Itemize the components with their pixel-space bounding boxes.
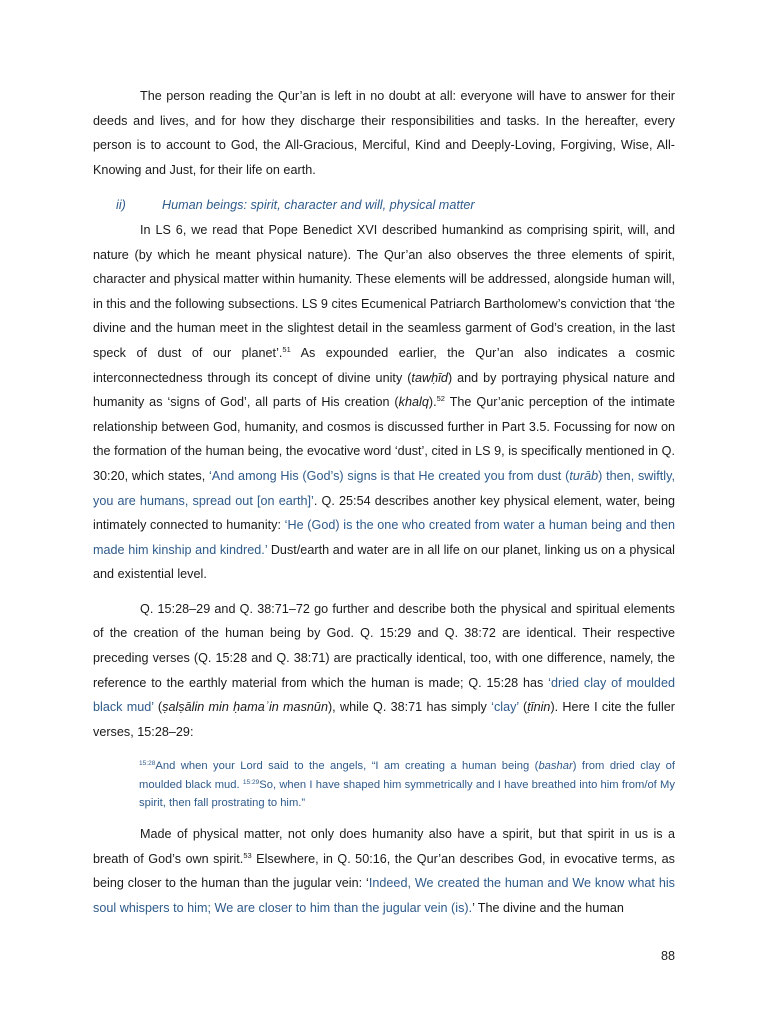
verse-number: 15:29 <box>242 778 260 786</box>
footnote-ref[interactable]: 51 <box>282 344 291 354</box>
text-run: ). <box>428 395 437 410</box>
paragraph-breath-of-spirit <box>93 822 675 920</box>
quote-text: ‘And among His (God’s) signs is that He created you from dust ( <box>208 468 570 483</box>
arabic-term: tawḥīd <box>411 370 448 385</box>
quran-quote: ‘He (God) is the one who created from water a human being and then made him kinship and kindred.’ <box>93 518 675 557</box>
text-run: Made of physical matter, not only does humanity also have a spirit, but that spirit in us is a breath of God’s own spirit. <box>93 826 675 866</box>
text-run: Elsewhere, in Q. 50:16, the Qur’an describes God, in evocative terms, as being closer to the human than the jugular vein: <box>93 851 675 891</box>
text-run: ’ The divine and the human <box>472 900 624 915</box>
section-number: ii) <box>116 198 126 213</box>
text-run: . Q. 25:54 describes another key physical element, water, being intimately connected to humanity: <box>93 493 675 533</box>
verse-number: 15:28 <box>139 760 156 768</box>
quote-text: So, when I have shaped him symmetrically and I have breathed into him from/of My spirit, then fall prostrating to him.” <box>139 778 675 810</box>
section-heading <box>93 193 675 218</box>
quote-text: ) from dried clay of moulded black mud. <box>139 760 675 791</box>
arabic-term: ṭīnin <box>527 700 551 715</box>
footnote-ref[interactable]: 53 <box>243 850 252 860</box>
text-run: ) and by portraying physical nature and humanity as ‘signs of God’, all parts of His creation ( <box>93 370 675 410</box>
quote-text: And when your Lord said to the angels, “I am creating a human being ( <box>155 760 539 773</box>
text-run: Dust/earth and water are in all life on our planet, linking us on a physical and existential level. <box>93 542 675 582</box>
text-run: The Qur’anic perception of the intimate relationship between God, humanity, and cosmos is discussed further in Part 3.5. Focussing for now on the formation of the human being, the evocative word ‘dust’, cited in LS 9, is specifically mentioned in Q. 30:20, which states, <box>93 395 675 483</box>
text-run: ). Here I cite the fuller verses, 15:28–29: <box>93 700 675 739</box>
text-run: ), while Q. 38:71 has simply <box>327 700 492 715</box>
paragraph-accountability: The person reading the Qur’an is left in no doubt at all: everyone will have to answer for their deeds and lives, and for how they discharge their responsibilities and tasks. In the hereafter, every person is to account to God, the All-Gracious, Merciful, Kind and Deeply-Loving, Forgiving, Wise, All-Knowing and Just, for their life on earth. <box>93 89 675 177</box>
paragraph-creation-verses <box>93 597 675 745</box>
page-number: 88 <box>660 949 675 963</box>
quote-mark: ‘ <box>366 876 369 891</box>
quran-quote: Indeed, We created the human and We know what his soul whispers to him; We are closer to him than the jugular vein (is). <box>93 876 675 915</box>
text-run: As expounded earlier, the Qur’an also indicates a cosmic interconnectedness through its concept of divine unity ( <box>93 345 675 385</box>
quran-quote: ‘clay’ <box>491 700 519 715</box>
arabic-term: ṣalṣālin min ḥamaʾin masnūn <box>162 700 328 715</box>
arabic-term: bashar <box>538 760 573 773</box>
footnote-ref[interactable]: 52 <box>436 394 445 404</box>
arabic-term: khalq <box>398 395 429 410</box>
section-title: Human beings: spirit, character and will, physical matter <box>162 198 475 213</box>
text-run: Q. 15:28–29 and Q. 38:71–72 go further and describe both the physical and spiritual elements of the creation of the human being by God. Q. 15:29 and Q. 38:72 are identical. Their respective preceding verses (Q. 15:28 and Q. 38:71) are practically identical, too, with one difference, namely, the reference to the earthly material from which the human is made; Q. 15:28 has <box>93 601 675 690</box>
quote-text: ) then, swiftly, you are humans, spread out [on earth]’ <box>93 468 675 508</box>
quran-quote: ‘dried clay of moulded black mud’ <box>93 675 675 715</box>
block-quotation <box>139 757 675 813</box>
arabic-term: turāb <box>569 468 599 483</box>
paragraph-spirit-character <box>93 218 675 587</box>
text-run: ( <box>518 700 528 715</box>
text-run: In LS 6, we read that Pope Benedict XVI described humankind as comprising spirit, will, and nature (by which he meant physical nature). The Qur’an also observes the three elements of spirit, character and physical matter within humanity. These elements will be addressed, alongside human will, in this and the following subsections. LS 9 cites Ecumenical Patriarch Bartholomew’s conviction that ‘the divine and the human meet in the slightest detail in the seamless garment of God’s creation, in the last speck of dust of our planet’. <box>93 222 675 360</box>
page-body <box>93 84 675 920</box>
text-run: ( <box>153 700 163 715</box>
